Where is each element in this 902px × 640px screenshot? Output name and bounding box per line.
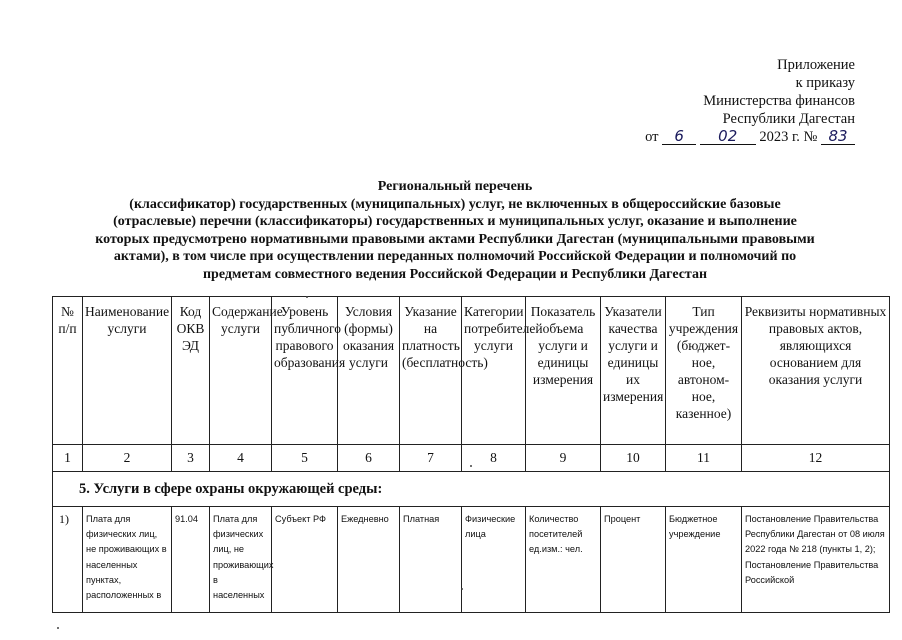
header-cell: Содержание услуги: [210, 297, 272, 445]
scan-speck: [470, 465, 472, 467]
table-row: [53, 507, 890, 613]
scan-speck: [57, 627, 59, 629]
handwritten-month: 02: [700, 129, 756, 145]
column-number: 5: [272, 445, 338, 472]
header-cell: Условия (формы) оказания услуги: [338, 297, 400, 445]
header-cell: Тип учреждения (бюджет-ное, автоном-ное, казенное): [666, 297, 742, 445]
cell-content: Плата для физических лиц, не проживающих в населенных: [210, 507, 272, 613]
title-line-6: предметам совместного ведения Российской Федерации и Республики Дагестан: [202, 266, 708, 282]
cell-volume: Количество посетителей ед.изм.: чел.: [526, 507, 601, 613]
title-line-4: которых предусмотрено нормативными правовыми актами Республики Дагестан (муниципальными правовыми: [95, 231, 815, 247]
header-cell: Код ОКВ ЭД: [172, 297, 210, 445]
header-cell: Категории потребителей услуги: [462, 297, 526, 445]
title-line-3: (отраслевые) перечни (классификаторы) государственных и муниципальных услуг, оказание и выполнение: [113, 214, 797, 229]
cell-conditions: Ежедневно: [338, 507, 400, 613]
row-number: 1): [53, 507, 83, 613]
title-line-1: Региональный перечень: [377, 179, 533, 194]
approval-line-ministry: Министерства финансов: [703, 93, 855, 109]
column-number: 12: [742, 445, 890, 472]
column-number: 7: [400, 445, 462, 472]
cell-level: Субъект РФ: [272, 507, 338, 613]
table-header-row: [53, 297, 890, 445]
section-heading: 5. Услуги в сфере охраны окружающей среды:: [53, 472, 890, 507]
scan-speck: [306, 296, 308, 298]
approval-line-appendix: Приложение: [777, 57, 855, 73]
cell-quality: Процент: [601, 507, 666, 613]
title-line-5: актами), в том числе при осуществлении переданных полномочий Российской Федерации и полномочий по: [113, 249, 797, 264]
approval-line-order: к приказу: [795, 75, 855, 91]
approval-date-line: [645, 128, 855, 146]
approval-stamp: [645, 56, 855, 146]
column-number: 9: [526, 445, 601, 472]
cell-acts: Постановление Правительства Республики Дагестан от 08 июля 2022 года № 218 (пункты 1, 2); Постановление Правительства Российской: [742, 507, 890, 613]
section-row: [53, 472, 890, 507]
header-cell: Уровень публичного правового образования: [272, 297, 338, 445]
column-number: 3: [172, 445, 210, 472]
cell-service-name: Плата для физических лиц, не проживающих в населенных пунктах, расположенных в: [83, 507, 172, 613]
scan-speck: [461, 588, 463, 590]
column-number: 8: [462, 445, 526, 472]
header-cell: Указатели качества услуги и единицы их измерения: [601, 297, 666, 445]
document-title: [55, 178, 855, 283]
cell-type: Бюджетное учреждение: [666, 507, 742, 613]
header-cell: № п/п: [53, 297, 83, 445]
cell-okved-code: 91.04: [172, 507, 210, 613]
column-number: 4: [210, 445, 272, 472]
column-number: 6: [338, 445, 400, 472]
date-prefix: от: [645, 129, 659, 145]
column-number: 1: [53, 445, 83, 472]
cell-category: Физические лица: [462, 507, 526, 613]
header-cell: Наименование услуги: [83, 297, 172, 445]
handwritten-day: 6: [662, 129, 696, 145]
header-cell: Показатель объема услуги и единицы измерения: [526, 297, 601, 445]
date-year: 2023 г. №: [759, 129, 818, 145]
column-number: 11: [666, 445, 742, 472]
title-line-2: (классификатор) государственных (муниципальных) услуг, не включенных в общероссийские базовые: [129, 196, 781, 212]
handwritten-number: 83: [821, 129, 855, 145]
column-number: 2: [83, 445, 172, 472]
column-number-row: [53, 445, 890, 472]
approval-line-republic: Республики Дагестан: [722, 111, 855, 127]
header-cell: Реквизиты нормативных правовых актов, являющихся основанием для оказания услуги: [742, 297, 890, 445]
column-number: 10: [601, 445, 666, 472]
services-table: [52, 296, 890, 613]
cell-payment: Платная: [400, 507, 462, 613]
header-cell: Указание на платность (бесплатность): [400, 297, 462, 445]
